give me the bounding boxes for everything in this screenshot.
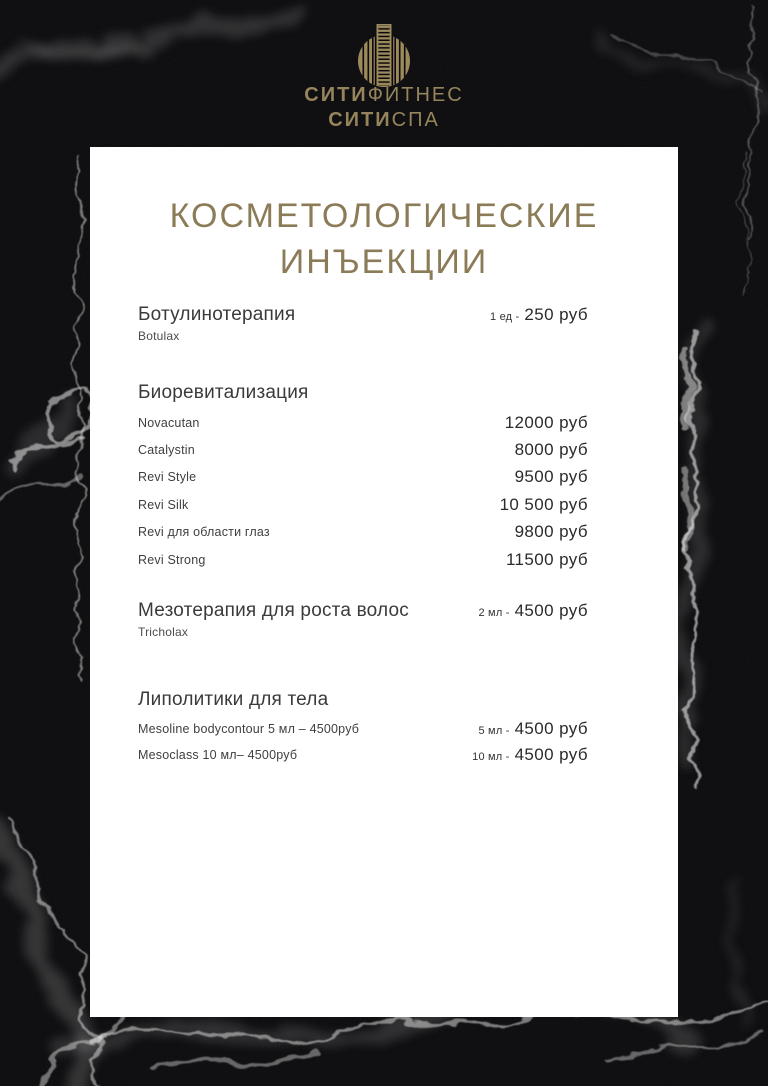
- product-name: Mesoline bodycontour 5 мл – 4500руб: [138, 722, 360, 736]
- price-unit: 1 ед -: [490, 311, 520, 323]
- price-amount: 11500 руб: [505, 549, 588, 569]
- product-name: Revi Strong: [138, 552, 206, 567]
- price-amount: 250 руб: [524, 305, 588, 324]
- price-amount: 8000 руб: [514, 440, 588, 460]
- brand-word-spa: СПА: [391, 109, 440, 131]
- section-heading: Биоревитализация: [138, 382, 309, 403]
- brand-word-fitness: ФИТНЕС: [367, 84, 464, 106]
- price-row: [138, 436, 588, 463]
- price-row: [138, 409, 588, 436]
- price-row: [138, 742, 588, 768]
- section-items: [138, 409, 588, 573]
- product-name: Revi Silk: [138, 497, 189, 512]
- price-row: [138, 546, 588, 573]
- page-title-line2: ИНЪЕКЦИИ: [279, 243, 489, 281]
- product-name: Catalystin: [138, 443, 195, 458]
- price-amount: 4500 руб: [514, 601, 588, 620]
- brand-logo-tower-icon: [348, 22, 420, 88]
- price-row: [138, 519, 588, 546]
- section-price: [478, 601, 588, 621]
- section-heading: Ботулинотерапия: [138, 304, 296, 325]
- brand-word-city: СИТИ: [328, 109, 392, 131]
- section-lipolytics: [138, 689, 588, 768]
- section-price: [490, 305, 588, 325]
- price-unit: 5 мл -: [478, 725, 510, 737]
- brand-name-fitness: [0, 84, 768, 107]
- price-unit: 2 мл -: [478, 607, 510, 619]
- price-amount: 9500 руб: [514, 467, 588, 487]
- price-amount: 10 500 руб: [499, 494, 588, 514]
- section-botulinotherapy: [138, 304, 588, 343]
- product-price: [478, 719, 588, 739]
- price-row: [138, 491, 588, 518]
- brand-name-spa: [0, 109, 768, 132]
- section-biorevitalization: [138, 382, 588, 573]
- product-name: Mesoclass 10 мл– 4500руб: [138, 748, 298, 762]
- price-amount: 4500 руб: [514, 745, 588, 764]
- section-subtitle: Tricholax: [138, 625, 189, 639]
- price-amount: 4500 руб: [514, 719, 588, 738]
- section-heading: Мезотерапия для роста волос: [138, 600, 410, 621]
- price-unit: 10 мл -: [472, 751, 510, 763]
- price-amount: 9800 руб: [514, 522, 588, 542]
- price-row: [138, 464, 588, 491]
- brand-word-city: СИТИ: [304, 84, 368, 106]
- section-subtitle: Botulax: [138, 329, 180, 343]
- price-row: [138, 716, 588, 742]
- section-mesotherapy: [138, 600, 588, 639]
- product-name: Revi Style: [138, 470, 197, 485]
- product-name: Revi для области глаз: [138, 525, 270, 540]
- product-name: Novacutan: [138, 415, 200, 430]
- product-price: [472, 745, 588, 765]
- page-title-line1: КОСМЕТОЛОГИЧЕСКИЕ: [169, 197, 599, 235]
- page-title: [90, 193, 678, 285]
- price-amount: 12000 руб: [504, 412, 588, 432]
- price-list-card: [90, 147, 678, 1017]
- section-heading: Липолитики для тела: [138, 689, 329, 710]
- section-items: [138, 716, 588, 768]
